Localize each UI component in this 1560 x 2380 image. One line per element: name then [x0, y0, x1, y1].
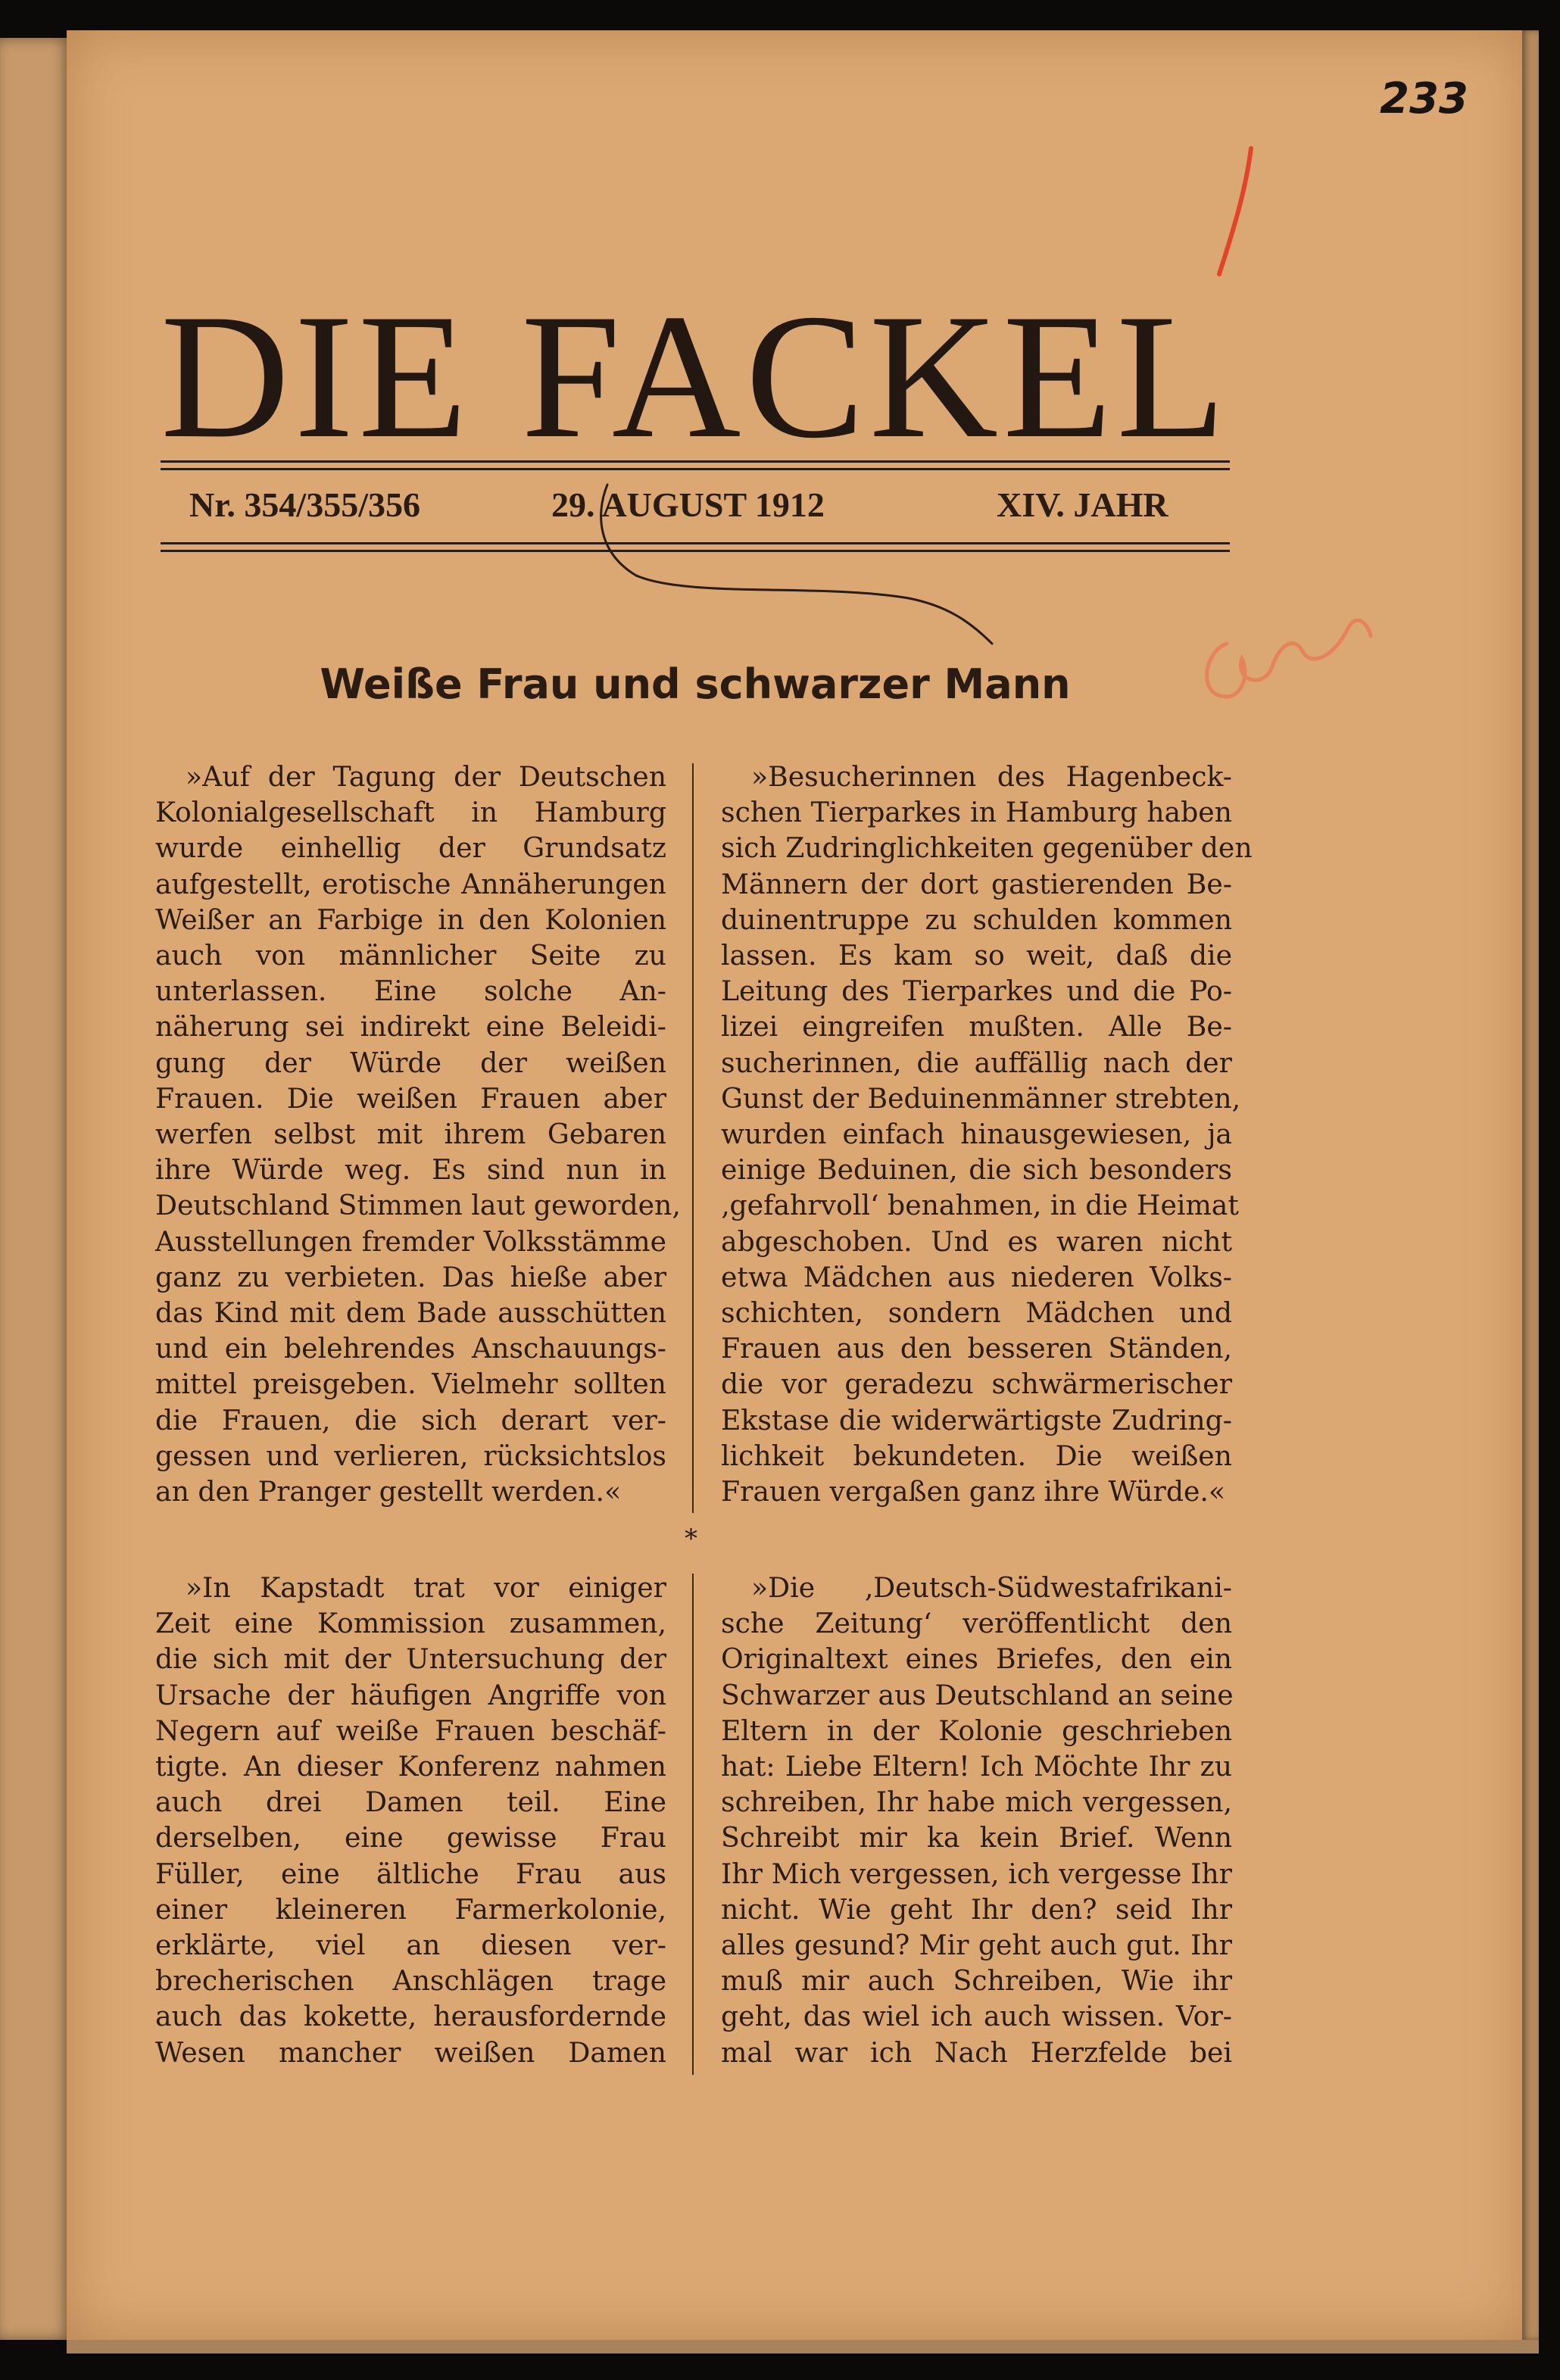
pencil-curve-mark-icon [591, 469, 1015, 651]
text-line: gung der Würde der weißen [155, 1046, 666, 1079]
text-line: Füller, eine ältliche Frau aus [155, 1857, 666, 1890]
text-line: gessen und verlieren, rücksichtslos [155, 1439, 666, 1472]
text-line: Frauen. Die weißen Frauen aber [155, 1081, 666, 1115]
text-line: und ein belehrendes Anschauungs- [155, 1332, 666, 1365]
text-line: Gunst der Beduinenmänner strebten, [721, 1081, 1241, 1115]
column-divider-bottom [692, 1574, 694, 2075]
text-line: auch das kokette, herausfordernde [155, 2000, 666, 2033]
issue-year: XIV. JAHR [997, 485, 1168, 524]
text-line: auch drei Damen teil. Eine [155, 1786, 666, 1819]
text-line: schreiben, Ihr habe mich vergessen, [721, 1786, 1232, 1819]
text-line: derselben, eine gewisse Frau [155, 1821, 666, 1854]
text-line: »Auf der Tagung der Deutschen [186, 760, 666, 793]
text-line: Negern auf weiße Frauen beschäf- [155, 1714, 666, 1747]
text-line: sich Zudringlichkeiten gegenüber den [721, 831, 1253, 865]
text-line: Schreibt mir ka kein Brief. Wenn [721, 1821, 1232, 1854]
text-line: geht, das wiel ich auch wissen. Vor- [721, 2000, 1232, 2033]
text-line: Ausstellungen fremder Volksstämme [155, 1224, 666, 1258]
text-line: etwa Mädchen aus niederen Volks- [721, 1260, 1232, 1293]
text-line: ganz zu verbieten. Das hieße aber [155, 1260, 666, 1293]
text-line: lichkeit bekundeten. Die weißen [721, 1439, 1232, 1472]
article-headline: Weiße Frau und schwarzer Mann [320, 660, 1071, 708]
text-line: duinentruppe zu schulden kommen [721, 903, 1232, 936]
text-line: Frauen vergaßen ganz ihre Würde.« [721, 1475, 1226, 1508]
text-line: brecherischen Anschlägen trage [155, 1964, 666, 1998]
text-line: Leitung des Tierparkes und die Po- [721, 975, 1232, 1008]
page-stack-bottom [67, 2340, 1539, 2353]
issue-number: Nr. 354/355/356 [189, 485, 420, 524]
text-line: »Die ‚Deutsch-Südwestafrikani- [751, 1571, 1232, 1604]
section-separator: * [685, 1524, 697, 1554]
text-line: mittel preisgeben. Vielmehr sollten [155, 1368, 666, 1401]
text-line: werfen selbst mit ihrem Gebaren [155, 1118, 666, 1151]
text-line: Wesen mancher weißen Damen [155, 2035, 666, 2069]
text-line: Originaltext eines Briefes, den ein [721, 1642, 1232, 1676]
text-line: Ekstase die widerwärtigste Zudring- [721, 1403, 1232, 1436]
text-line: tigte. An dieser Konferenz nahmen [155, 1750, 666, 1783]
issue-date: 29. AUGUST 1912 [551, 485, 825, 524]
text-line: Ihr Mich vergessen, ich vergesse Ihr [721, 1857, 1232, 1890]
text-line: die sich mit der Untersuchung der [155, 1642, 666, 1676]
text-line: mal war ich Nach Herzfelde bei [721, 2035, 1232, 2069]
text-line: die Frauen, die sich derart ver- [155, 1403, 666, 1436]
column-top-left [155, 759, 681, 1509]
text-line: schichten, sondern Mädchen und [721, 1296, 1232, 1330]
text-line: schen Tierparkes in Hamburg haben [721, 796, 1232, 829]
column-bottom-left [155, 1570, 666, 2070]
text-line: das Kind mit dem Bade ausschütten [155, 1296, 666, 1330]
text-line: erklärte, viel an diesen ver- [155, 1929, 666, 1962]
text-line: »In Kapstadt trat vor einiger [186, 1571, 666, 1604]
text-line: Weißer an Farbige in den Kolonien [155, 903, 666, 936]
column-divider-top [692, 763, 694, 1513]
text-line: Frauen aus den besseren Ständen, [721, 1332, 1232, 1365]
page-stack-edge [1522, 30, 1539, 2340]
text-line: einer kleineren Farmerkolonie, [155, 1892, 666, 1926]
text-line: wurde einhellig der Grundsatz [155, 831, 666, 865]
text-line: ihre Würde weg. Es sind nun in [155, 1153, 666, 1187]
text-line: lizei eingreifen mußten. Alle Be- [721, 1010, 1232, 1043]
text-line: an den Pranger gestellt werden.« [155, 1475, 622, 1508]
text-line: unterlassen. Eine solche An- [155, 975, 666, 1008]
text-line: Ursache der häufigen Angriffe von [155, 1678, 666, 1711]
text-line: hat: Liebe Eltern! Ich Möchte Ihr zu [721, 1750, 1232, 1783]
text-line: muß mir auch Schreiben, Wie ihr [721, 1964, 1232, 1998]
masthead-rule-top-1 [161, 460, 1230, 463]
column-top-right [721, 759, 1253, 1509]
masthead-title: DIE FACKEL [161, 278, 1231, 476]
red-pencil-mark-icon [1204, 144, 1265, 280]
text-line: ‚gefahrvoll‘ benahmen, in die Heimat [721, 1189, 1239, 1222]
text-line: sche Zeitung‘ veröffentlicht den [721, 1607, 1232, 1640]
text-line: Deutschland Stimmen laut geworden, [155, 1189, 681, 1222]
text-line: die vor geradezu schwärmerischer [721, 1368, 1232, 1401]
text-line: Kolonialgesellschaft in Hamburg [155, 796, 666, 829]
text-line: »Besucherinnen des Hagenbeck- [751, 760, 1232, 793]
book-binding-edge [0, 38, 70, 2340]
text-line: abgeschoben. Und es waren nicht [721, 1224, 1232, 1258]
text-line: nicht. Wie geht Ihr den? seid Ihr [721, 1892, 1232, 1926]
text-line: Eltern in der Kolonie geschrieben [721, 1714, 1232, 1747]
text-line: aufgestellt, erotische Annäherungen [155, 867, 666, 900]
text-line: näherung sei indirekt eine Beleidi- [155, 1010, 666, 1043]
text-line: einige Beduinen, die sich besonders [721, 1153, 1232, 1187]
text-line: wurden einfach hinausgewiesen, ja [721, 1118, 1232, 1151]
column-bottom-right [721, 1570, 1232, 2070]
text-line: alles gesund? Mir geht auch gut. Ihr [721, 1929, 1232, 1962]
text-line: Schwarzer aus Deutschland an seine [721, 1678, 1234, 1711]
text-line: Männern der dort gastierenden Be- [721, 867, 1232, 900]
text-line: lassen. Es kam so weit, daß die [721, 939, 1232, 972]
text-line: auch von männlicher Seite zu [155, 939, 666, 972]
text-line: sucherinnen, die auffällig nach der [721, 1046, 1232, 1079]
page-number: 233 [1380, 74, 1468, 123]
text-line: Zeit eine Kommission zusammen, [155, 1607, 666, 1640]
